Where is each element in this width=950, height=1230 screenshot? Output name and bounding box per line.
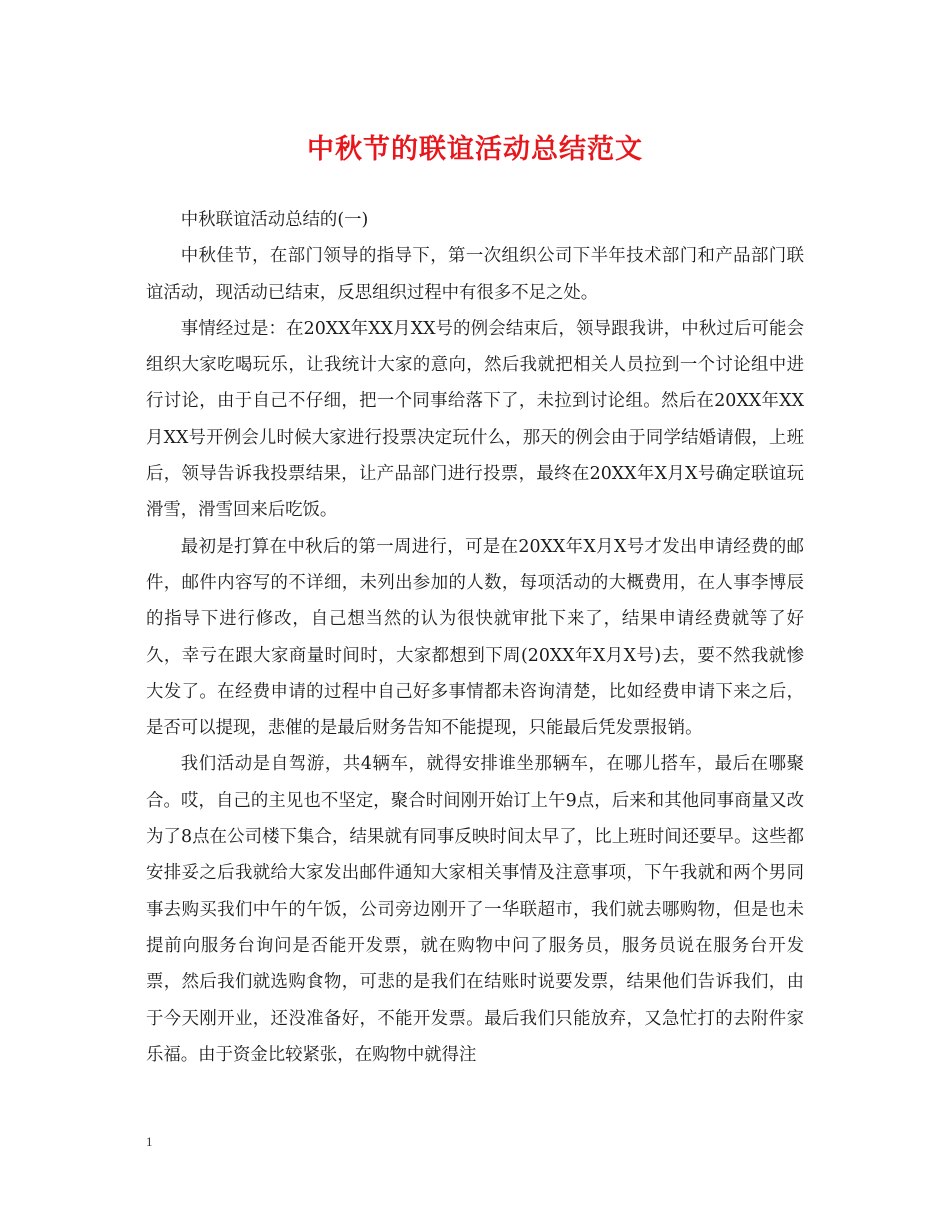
document-body — [146, 202, 804, 1073]
paragraph-funding: 最初是打算在中秋后的第一周进行，可是在20XX年X月X号才发出申请经费的邮件，邮件内容写的不详细，未列出参加的人数，每项活动的大概费用，在人事李博辰的指导下进行修改，自己想当然的认为很快就审批下来了，结果申请经费就等了好久，幸亏在跟大家商量时间时，大家都想到下周(20XX年X月X号)去，要不然我就惨大发了。在经费申请的过程中自己好多事情都未咨询清楚，比如经费申请下来之后，是否可以提现，悲催的是最后财务告知不能提现，只能最后凭发票报销。 — [146, 536, 804, 739]
paragraph-trip-arrangement: 我们活动是自驾游，共4辆车，就得安排谁坐那辆车，在哪儿搭车，最后在哪聚合。哎，自己的主见也不坚定，聚合时间刚开始订上午9点，后来和其他同事商量又改为了8点在公司楼下集合，结果就有同事反映时间太早了，比上班时间还要早。这些都安排妥之后我就给大家发出邮件通知大家相关事情及注意事项，下午我就和两个男同事去购买我们中午的午饭，公司旁边刚开了一华联超市，我们就去哪购物，但是也未提前向服务台询问是否能开发票，就在购物中问了服务员，服务员说在服务台开发票，然后我们就选购食物，可悲的是我们在结账时说要发票，结果他们告诉我们，由于今天刚开业，还没准备好，不能开发票。最后我们只能放弃，又急忙打的去附件家乐福。由于资金比较紧张，在购物中就得注 — [146, 754, 804, 1065]
paragraph-events: 事情经过是：在20XX年XX月XX号的例会结束后，领导跟我讲，中秋过后可能会组织大家吃喝玩乐，让我统计大家的意向，然后我就把相关人员拉到一个讨论组中进行讨论，由于自己不仔细，把一个同事给落下了，未拉到讨论组。然后在20XX年XX月XX号开例会儿时候大家进行投票决定玩什么，那天的例会由于同学结婚请假，上班后，领导告诉我投票结果，让产品部门进行投票，最终在20XX年X月X号确定联谊玩滑雪，滑雪回来后吃饭。 — [146, 318, 804, 521]
page-number: 1 — [146, 1134, 153, 1149]
paragraph-intro: 中秋佳节，在部门领导的指导下，第一次组织公司下半年技术部门和产品部门联谊活动，现活动已结束，反思组织过程中有很多不足之处。 — [146, 246, 804, 303]
section-heading: 中秋联谊活动总结的(一) — [180, 210, 369, 230]
document-title: 中秋节的联谊活动总结范文 — [307, 134, 643, 165]
